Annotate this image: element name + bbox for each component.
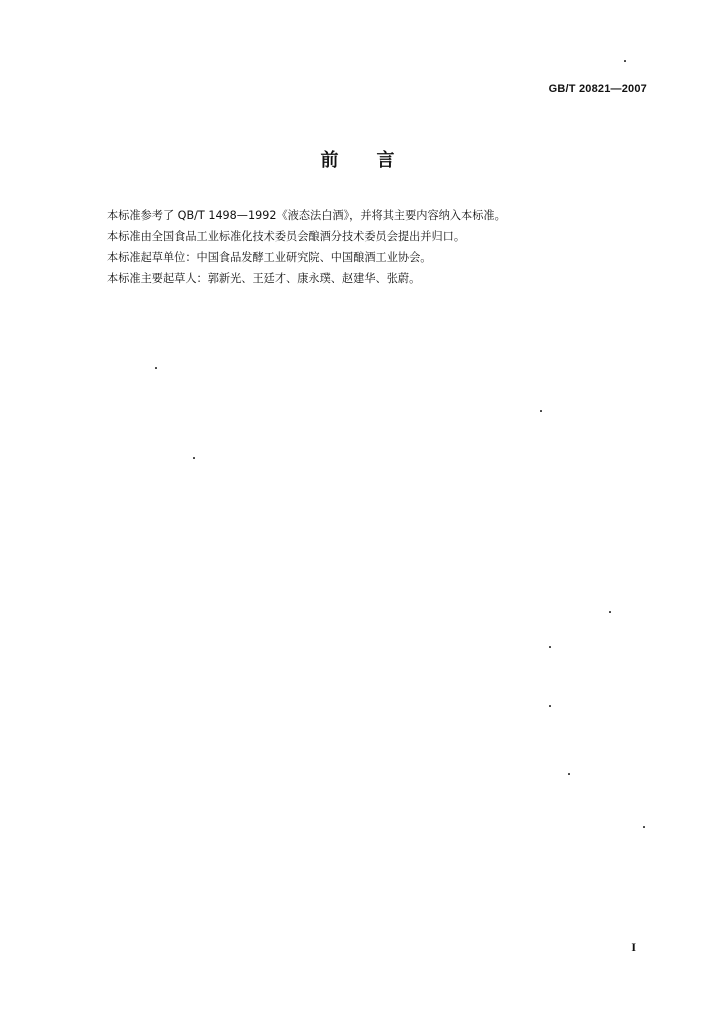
- scan-speck: [568, 773, 570, 775]
- title-part-2: 言: [376, 150, 395, 171]
- scan-speck: [193, 457, 195, 459]
- title-part-1: 前: [320, 150, 339, 171]
- scan-speck: [540, 410, 542, 412]
- page-title: [0, 146, 715, 172]
- scan-speck: [624, 60, 626, 62]
- scan-speck: [549, 646, 551, 648]
- standard-number: GB/T 20821—2007: [548, 83, 647, 95]
- page-number: I: [631, 940, 636, 954]
- scan-speck: [643, 826, 645, 828]
- paragraph-reference: 本标准参考了 QB/T 1498—1992《液态法白酒》，并将其主要内容纳入本标准。: [107, 209, 506, 222]
- scan-speck: [549, 705, 551, 707]
- paragraph-drafting-units: 本标准起草单位：中国食品发酵工业研究院、中国酿酒工业协会。: [107, 251, 432, 264]
- scan-speck: [609, 611, 611, 613]
- scan-speck: [155, 367, 157, 369]
- paragraph-proposer: 本标准由全国食品工业标准化技术委员会酿酒分技术委员会提出并归口。: [107, 230, 466, 243]
- paragraph-drafters: 本标准主要起草人：郭新光、王廷才、康永璞、赵建华、张蔚。: [107, 272, 421, 285]
- foreword-body: [107, 205, 627, 289]
